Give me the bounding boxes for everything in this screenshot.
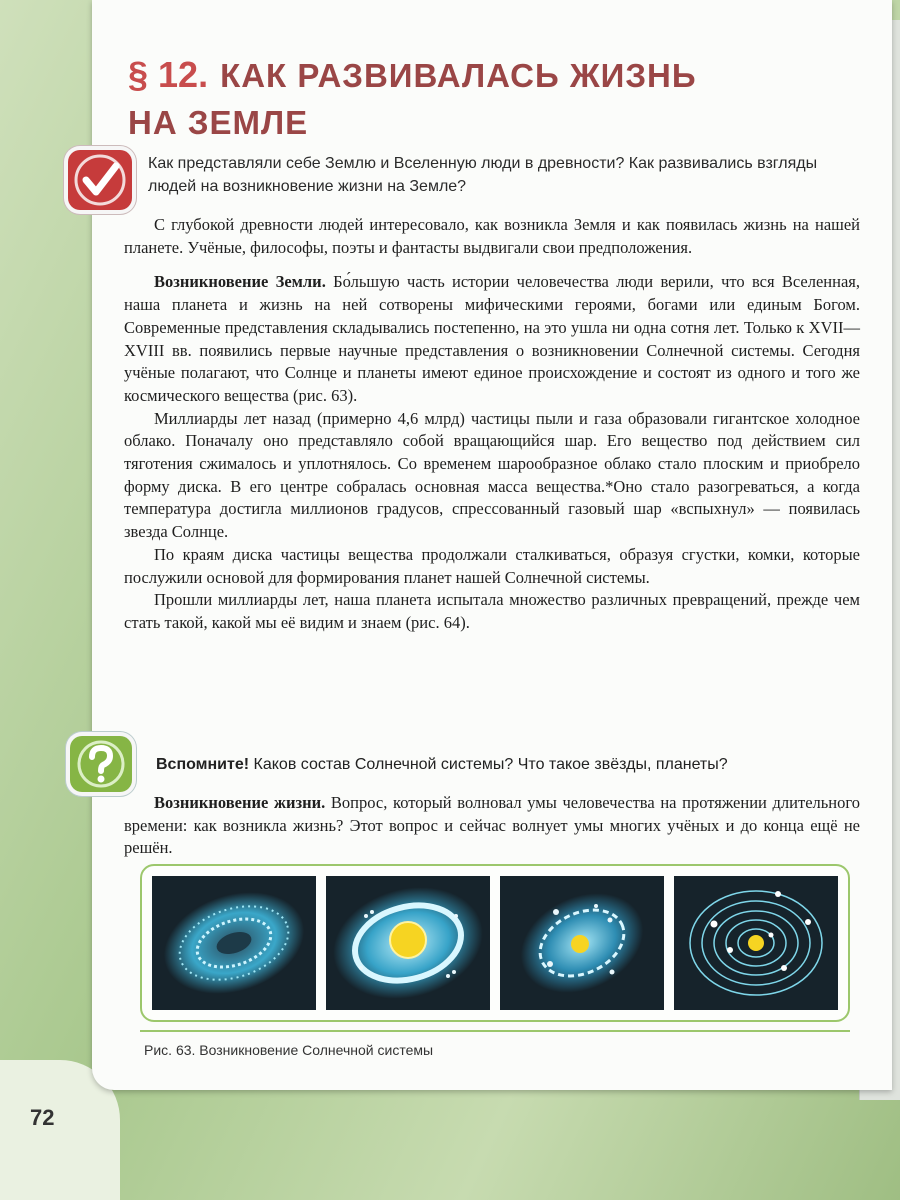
figure-panel-solar-system — [674, 876, 838, 1010]
heading-life-origin: Возникновение жизни. — [154, 793, 326, 812]
paragraph-earth-origin — [124, 271, 860, 407]
caption-divider — [140, 1030, 850, 1032]
remember-text: Каков состав Солнечной системы? Что такое звёзды, планеты? — [249, 756, 728, 773]
page-number: 72 — [30, 1105, 55, 1130]
section-number: § 12. — [128, 54, 209, 95]
text-earth-origin: Бо́льшую часть истории человечества люди верили, что вся Вселенная, наша планета и жизнь на ней сотворены мифическими героями, богами или единым Богом. Современные представления складывались постепенно, на это ушла ни одна сотня лет. Только к XVII—XVIII вв. появились первые научные представления о возникновении Солнечной системы. Сегодня учёные полагают, что Солнце и планеты имеют единое происхождение и состоят из одного и того же космического вещества (рис. 63). — [124, 272, 860, 405]
paragraph-life-origin — [124, 792, 860, 860]
heading-earth-origin: Возникновение Земли. — [154, 272, 326, 292]
paragraph-billions-years: Прошли миллиарды лет, наша планета испытала множество различных превращений, прежде чем стать такой, какой мы её видим и знаем (рис. 64). — [124, 590, 860, 632]
intro-questions: Как представляли себе Землю и Вселенную люди в древности? Как развивались взгляды людей на возникновение жизни на Земле? — [148, 155, 818, 195]
checkmark-icon — [68, 150, 132, 210]
figure-caption: Рис. 63. Возникновение Солнечной системы — [144, 1042, 434, 1058]
remember-prompt — [156, 756, 856, 774]
section-title — [128, 55, 848, 150]
paragraph-intro: С глубокой древности людей интересовало, как возникла Земля и как появилась жизнь на нашей планете. Учёные, философы, поэты и фантасты выдвигали свои предположения. — [124, 215, 860, 257]
figure-panel-disk — [500, 876, 664, 1010]
remember-lead: Вспомните! — [156, 756, 250, 773]
title-line-2: НА ЗЕМЛЕ — [128, 104, 309, 141]
figure-panel-protosun — [326, 876, 490, 1010]
main-text-block-1 — [124, 214, 860, 635]
title-line-1: КАК РАЗВИВАЛАСЬ ЖИЗНЬ — [220, 57, 697, 94]
question-mark-icon — [70, 736, 132, 792]
main-text-block-2 — [124, 792, 860, 860]
text-life-origin: Вопрос, который волновал умы человечества на протяжении длительного времени: как возникла жизнь? Этот вопрос и сейчас волнует умы многих учёных и до конца ещё не решён. — [124, 793, 860, 858]
figure-63 — [140, 864, 850, 1022]
paragraph-disk-edges: По краям диска частицы вещества продолжали сталкиваться, образуя сгустки, комки, которые послужили основой для формирования планет нашей Солнечной системы. — [124, 544, 860, 587]
figure-panel-nebula — [152, 876, 316, 1010]
paragraph-cloud: Миллиарды лет назад (примерно 4,6 млрд) частицы пыли и газа образовали гигантское холодное облако. Поначалу оно представляло собой вращающийся шар. Его вещество под действием сил тяготения сжималось и уплотнялось. Со временем шарообразное облако стало плоским и приобрело форму диска. В его центре собралась основная масса вещества.*Оно стало разогреваться, а когда температура достигла миллионов градусов, спрессованный газовый шар «вспыхнул» — появилась звезда Солнце. — [124, 408, 860, 542]
